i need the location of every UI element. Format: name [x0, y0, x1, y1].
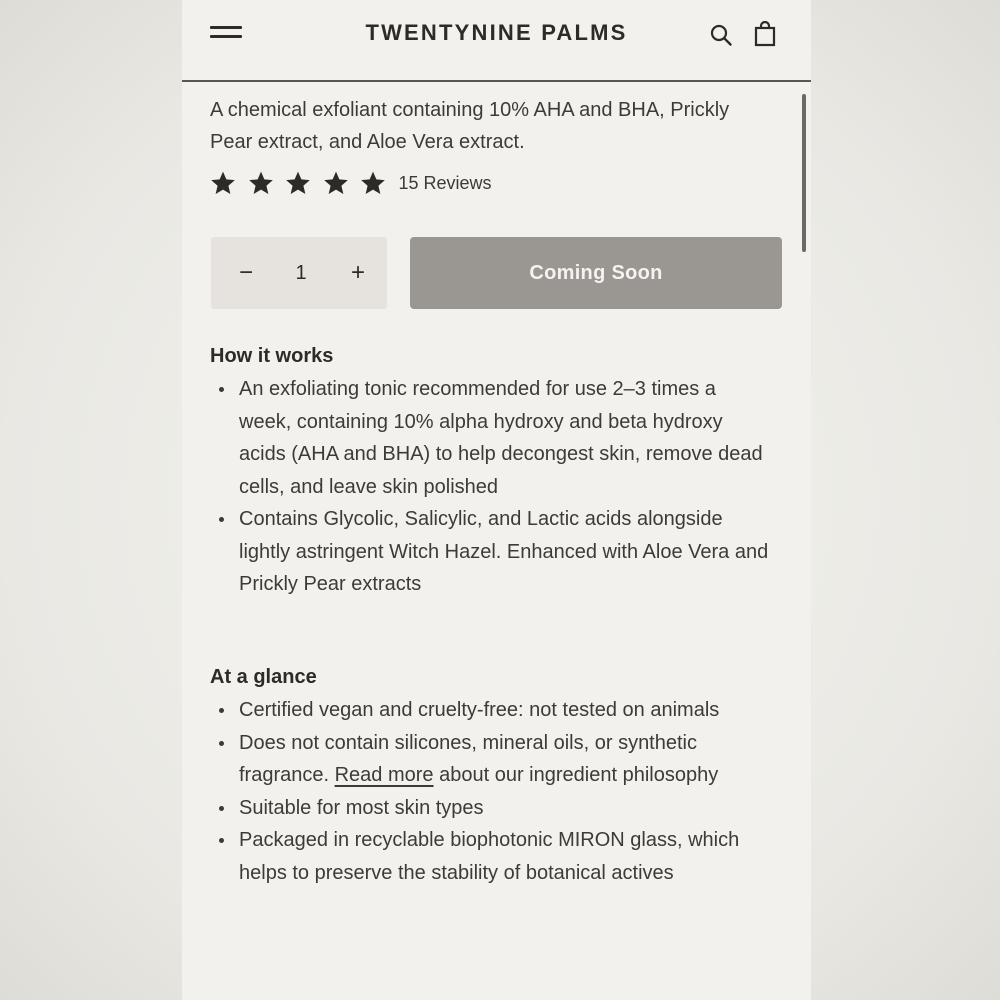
star-icon [248, 170, 274, 196]
coming-soon-button[interactable]: Coming Soon [410, 237, 782, 309]
how-it-works-list [210, 373, 770, 601]
list-item: Contains Glycolic, Salicylic, and Lactic acids alongside lightly astringent Witch Hazel. Enhanced with Aloe Vera and Prickly Pear extracts [210, 503, 770, 601]
list-item: An exfoliating tonic recommended for use 2–3 times a week, containing 10% alpha hydroxy and beta hydroxy acids (AHA and BHA) to help decongest skin, remove dead cells, and leave skin polished [210, 373, 770, 503]
list-item [210, 727, 770, 792]
scrollbar-thumb[interactable] [802, 94, 806, 252]
list-item: Certified vegan and cruelty-free: not tested on animals [210, 694, 770, 727]
product-rating[interactable] [210, 170, 492, 196]
quantity-increase-button[interactable]: + [333, 237, 383, 309]
star-icon [323, 170, 349, 196]
star-icon [285, 170, 311, 196]
product-description: A chemical exfoliant containing 10% AHA and BHA, Prickly Pear extract, and Aloe Vera extract. [210, 99, 730, 153]
list-item-text: Does not contain silicones, mineral oils, or synthetic fragrance. [239, 731, 697, 786]
quantity-value[interactable]: 1 [295, 262, 307, 284]
site-header [182, 0, 811, 82]
search-icon[interactable] [709, 23, 733, 47]
at-a-glance-heading: At a glance [210, 666, 317, 688]
product-page [182, 0, 811, 1000]
star-icon [210, 170, 236, 196]
list-item: Packaged in recyclable biophotonic MIRON glass, which helps to preserve the stability of botanical actives [210, 824, 770, 889]
read-more-link[interactable]: Read more [334, 764, 434, 786]
star-icon [360, 170, 386, 196]
quantity-stepper [211, 237, 387, 309]
at-a-glance-list [210, 694, 770, 889]
shopping-bag-icon[interactable] [754, 21, 776, 47]
list-item: Suitable for most skin types [210, 792, 770, 825]
reviews-link[interactable]: 15 Reviews [398, 172, 492, 193]
brand-logo[interactable]: TWENTYNINE PALMS [365, 20, 628, 45]
list-item-text: about our ingredient philosophy [433, 764, 719, 786]
quantity-decrease-button[interactable]: − [221, 237, 271, 309]
how-it-works-heading: How it works [210, 345, 334, 367]
